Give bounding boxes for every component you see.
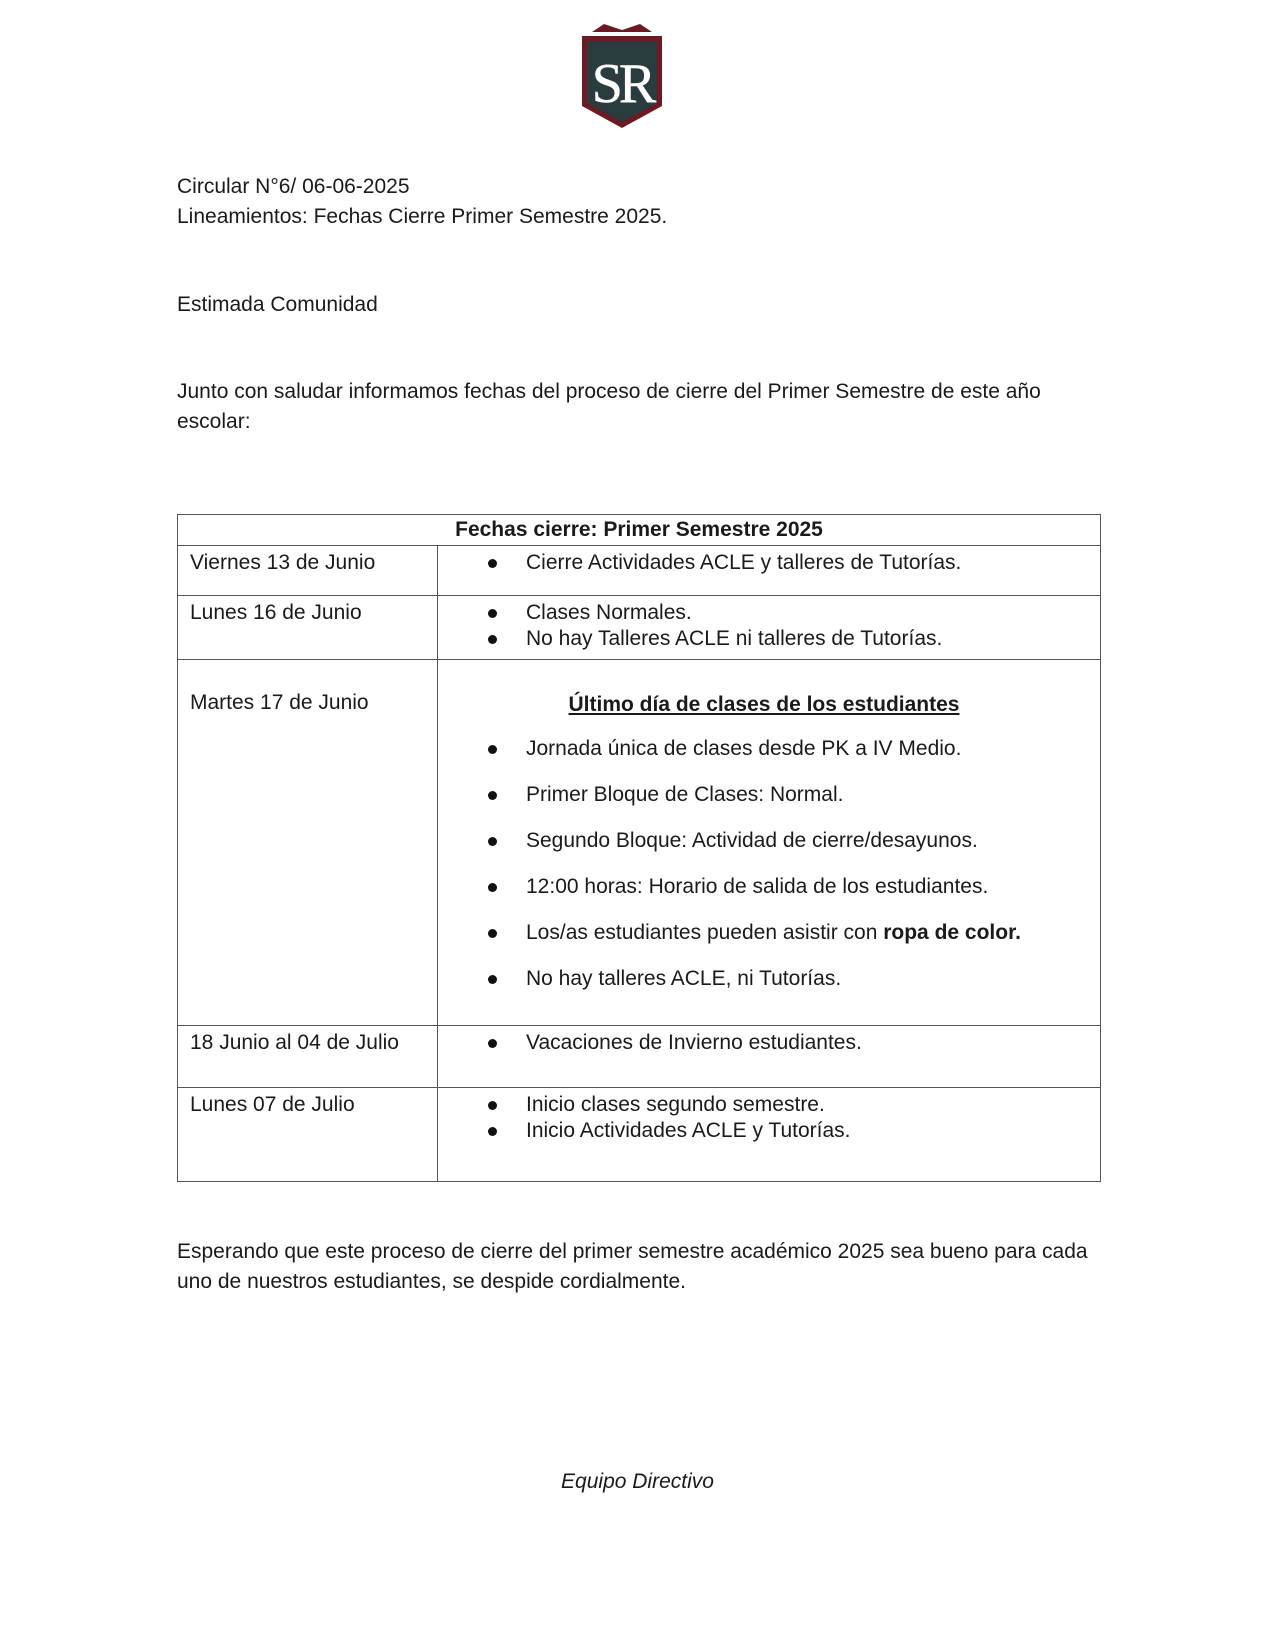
list-item: 12:00 horas: Horario de salida de los estudiantes. bbox=[438, 874, 1090, 900]
row-date: Martes 17 de Junio bbox=[178, 660, 438, 1026]
bold-text: ropa de color. bbox=[883, 921, 1021, 944]
list-item: Clases Normales. bbox=[438, 600, 1090, 626]
row-date: Viernes 13 de Junio bbox=[178, 546, 438, 596]
signature: Equipo Directivo bbox=[561, 1470, 714, 1493]
svg-text:SR: SR bbox=[591, 53, 653, 115]
list-item: Cierre Actividades ACLE y talleres de Tutorías. bbox=[438, 550, 1090, 576]
list-item: Segundo Bloque: Actividad de cierre/desayunos. bbox=[438, 828, 1090, 854]
intro-paragraph: Junto con saludar informamos fechas del proceso de cierre del Primer Semestre de este año escolar: bbox=[177, 380, 1041, 433]
list-item: Inicio clases segundo semestre. bbox=[438, 1092, 1090, 1118]
table-row bbox=[178, 660, 1101, 1026]
row-date: Lunes 16 de Junio bbox=[178, 596, 438, 660]
row-items bbox=[438, 600, 1090, 652]
list-item: Primer Bloque de Clases: Normal. bbox=[438, 782, 1090, 808]
table-row bbox=[178, 546, 1101, 596]
subject-line: Lineamientos: Fechas Cierre Primer Semestre 2025. bbox=[177, 205, 668, 228]
table-title: Fechas cierre: Primer Semestre 2025 bbox=[178, 515, 1101, 546]
closing-dates-table bbox=[177, 514, 1101, 1182]
table-header-row bbox=[178, 515, 1101, 546]
row-items bbox=[438, 1030, 1090, 1056]
row-items bbox=[438, 550, 1090, 576]
row-date: Lunes 07 de Julio bbox=[178, 1088, 438, 1182]
list-item: Vacaciones de Invierno estudiantes. bbox=[438, 1030, 1090, 1056]
last-day-heading: Último día de clases de los estudiantes bbox=[568, 693, 960, 716]
row-items bbox=[438, 1092, 1090, 1144]
greeting: Estimada Comunidad bbox=[177, 293, 378, 316]
list-item: No hay talleres ACLE, ni Tutorías. bbox=[438, 966, 1090, 992]
closing-paragraph: Esperando que este proceso de cierre del primer semestre académico 2025 sea bueno para cada uno de nuestros estudiantes, se despide cordialmente. bbox=[177, 1240, 1088, 1293]
table-row bbox=[178, 1026, 1101, 1088]
school-crest-logo bbox=[578, 22, 666, 130]
list-item: Inicio Actividades ACLE y Tutorías. bbox=[438, 1118, 1090, 1144]
circular-number: Circular N°6/ 06-06-2025 bbox=[177, 175, 410, 198]
table-row bbox=[178, 1088, 1101, 1182]
list-item: Jornada única de clases desde PK a IV Medio. bbox=[438, 736, 1090, 762]
table-row bbox=[178, 596, 1101, 660]
row-items bbox=[438, 736, 1090, 992]
list-item: No hay Talleres ACLE ni talleres de Tutorías. bbox=[438, 626, 1090, 652]
list-item: Los/as estudiantes pueden asistir con ropa de color. bbox=[438, 920, 1090, 946]
row-date: 18 Junio al 04 de Julio bbox=[178, 1026, 438, 1088]
